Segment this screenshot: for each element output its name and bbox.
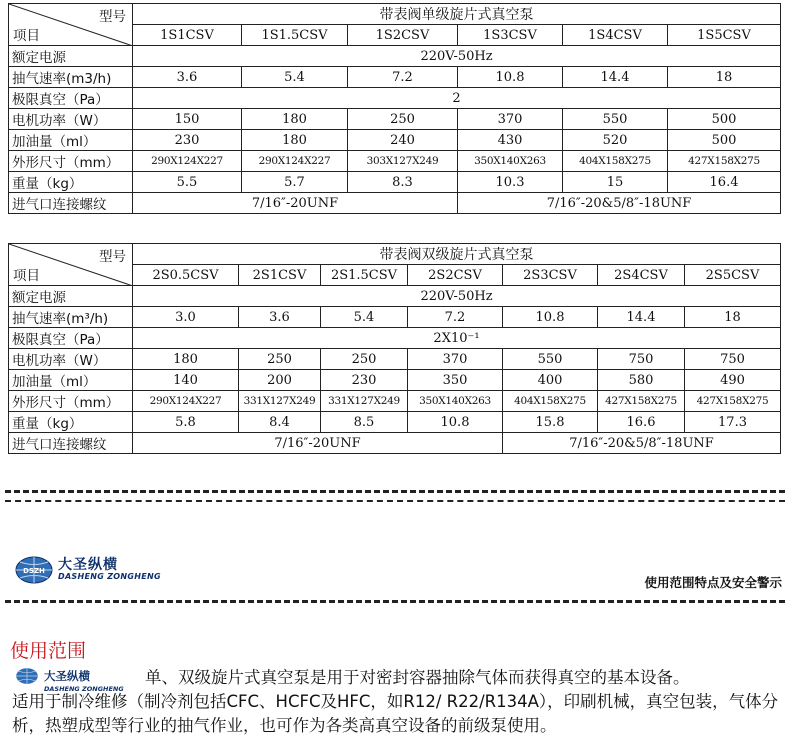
value-cell: 16.6 (598, 412, 685, 433)
table-row (9, 391, 781, 412)
value-cell: 580 (598, 370, 685, 391)
value-cell: 5.5 (133, 172, 242, 193)
row-label: 额定电源 (9, 46, 133, 67)
row-label: 进气口连接螺纹 (9, 193, 133, 214)
model-cell: 2S1.5CSV (321, 265, 408, 286)
model-cell: 2S2CSV (408, 265, 503, 286)
value-cell: 180 (242, 109, 348, 130)
row-label: 抽气速率(m3/h) (9, 67, 133, 88)
value-cell: 8.5 (321, 412, 408, 433)
value-cell: 290X124X227 (242, 151, 348, 172)
model-cell: 1S3CSV (458, 25, 563, 46)
thread-cell: 7/16″-20UNF (133, 433, 503, 454)
table-row (9, 172, 781, 193)
table-row (9, 244, 781, 265)
value-cell: 15.8 (503, 412, 598, 433)
value-cell: 5.7 (242, 172, 348, 193)
row-label: 重量（kg） (9, 172, 133, 193)
two-stage-spec-table (8, 243, 781, 454)
table-row (9, 370, 781, 391)
svg-text:DSZH: DSZH (23, 567, 45, 575)
row-label: 进气口连接螺纹 (9, 433, 133, 454)
value-cell: 490 (685, 370, 781, 391)
model-cell: 1S5CSV (668, 25, 781, 46)
value-cell: 350X140X263 (408, 391, 503, 412)
model-cell: 2S5CSV (685, 265, 781, 286)
model-cell: 2S1CSV (239, 265, 321, 286)
value-cell: 230 (133, 130, 242, 151)
table-row (9, 412, 781, 433)
value-cell: 290X124X227 (133, 151, 242, 172)
value-cell: 10.8 (503, 307, 598, 328)
value-cell: 8.4 (239, 412, 321, 433)
section-title: 使用范围 (10, 640, 87, 662)
model-cell: 1S4CSV (563, 25, 668, 46)
value-cell: 427X158X275 (668, 151, 781, 172)
table-row (9, 4, 781, 25)
value-cell: 520 (563, 130, 668, 151)
value-cell: 3.6 (239, 307, 321, 328)
thread-cell: 7/16″-20&5/8″-18UNF (458, 193, 781, 214)
row-label: 电机功率（W） (9, 349, 133, 370)
usage-paragraph (12, 666, 782, 738)
value-cell: 400 (503, 370, 598, 391)
value-cell: 200 (239, 370, 321, 391)
divider (5, 500, 785, 502)
value-cell: 350 (408, 370, 503, 391)
table-row (9, 349, 781, 370)
value-cell: 550 (503, 349, 598, 370)
value-cell: 10.3 (458, 172, 563, 193)
table-row (9, 433, 781, 454)
model-cell: 1S2CSV (348, 25, 458, 46)
row-label: 极限真空（Pa） (9, 88, 133, 109)
value-cell: 5.4 (242, 67, 348, 88)
row-label: 重量（kg） (9, 412, 133, 433)
value-cell: 250 (239, 349, 321, 370)
value-cell: 5.4 (321, 307, 408, 328)
row-label: 抽气速率(m³/h) (9, 307, 133, 328)
value-cell: 10.8 (408, 412, 503, 433)
value-cell: 14.4 (563, 67, 668, 88)
single-stage-spec-table (8, 3, 781, 214)
span-value-cell: 220V-50Hz (133, 286, 781, 307)
table-row (9, 46, 781, 67)
row-label: 额定电源 (9, 286, 133, 307)
row-label: 电机功率（W） (9, 109, 133, 130)
value-cell: 370 (458, 109, 563, 130)
value-cell: 750 (685, 349, 781, 370)
span-value-cell: 2X10⁻¹ (133, 328, 781, 349)
brand-logo (14, 553, 164, 587)
table-row (9, 307, 781, 328)
value-cell: 331X127X249 (239, 391, 321, 412)
value-cell: 550 (563, 109, 668, 130)
divider (5, 600, 785, 603)
value-cell: 500 (668, 109, 781, 130)
row-label: 加油量（ml） (9, 370, 133, 391)
inline-brand-logo (14, 666, 139, 693)
table-title: 带表阀单级旋片式真空泵 (133, 4, 781, 25)
value-cell: 250 (348, 109, 458, 130)
value-cell: 750 (598, 349, 685, 370)
table-row (9, 193, 781, 214)
value-cell: 140 (133, 370, 239, 391)
row-label: 外形尺寸（mm） (9, 151, 133, 172)
value-cell: 404X158X275 (563, 151, 668, 172)
table-row (9, 109, 781, 130)
value-cell: 240 (348, 130, 458, 151)
value-cell: 427X158X275 (598, 391, 685, 412)
value-cell: 7.2 (408, 307, 503, 328)
divider (5, 490, 785, 493)
table-row (9, 328, 781, 349)
corner-item-label: 项目 (13, 28, 40, 44)
table-row (9, 88, 781, 109)
table-row (9, 130, 781, 151)
value-cell: 404X158X275 (503, 391, 598, 412)
brand-name-en: DASHENG ZONGHENG (58, 572, 161, 581)
value-cell: 10.8 (458, 67, 563, 88)
value-cell: 17.3 (685, 412, 781, 433)
globe-logo-icon (14, 555, 54, 585)
value-cell: 230 (321, 370, 408, 391)
value-cell: 180 (242, 130, 348, 151)
value-cell: 5.8 (133, 412, 239, 433)
value-cell: 430 (458, 130, 563, 151)
globe-logo-icon (14, 667, 40, 685)
span-value-cell: 220V-50Hz (133, 46, 781, 67)
value-cell: 15 (563, 172, 668, 193)
table-row (9, 286, 781, 307)
row-label: 加油量（ml） (9, 130, 133, 151)
inline-brand-name-en: DASHENG ZONGHENG (44, 685, 124, 693)
value-cell: 3.0 (133, 307, 239, 328)
span-value-cell: 2 (133, 88, 781, 109)
value-cell: 500 (668, 130, 781, 151)
brand-name-cn: 大圣纵横 (58, 557, 118, 573)
value-cell: 350X140X263 (458, 151, 563, 172)
corner-item-label: 项目 (13, 268, 40, 284)
corner-header-cell (9, 4, 133, 46)
value-cell: 150 (133, 109, 242, 130)
value-cell: 14.4 (598, 307, 685, 328)
value-cell: 18 (668, 67, 781, 88)
value-cell: 8.3 (348, 172, 458, 193)
row-label: 外形尺寸（mm） (9, 391, 133, 412)
thread-cell: 7/16″-20UNF (133, 193, 458, 214)
table-row (9, 67, 781, 88)
thread-cell: 7/16″-20&5/8″-18UNF (503, 433, 781, 454)
value-cell: 427X158X275 (685, 391, 781, 412)
value-cell: 3.6 (133, 67, 242, 88)
corner-model-label: 型号 (99, 249, 126, 265)
table-row (9, 151, 781, 172)
paragraph-line-1: 单、双级旋片式真空泵是用于对密封容器抽除气体而获得真空的基本设备。 (145, 668, 690, 687)
paragraph-body: 适用于制冷维修（制冷剂包括CFC、HCFC及HFC，如R12/ R22/R134A），印刷机械，真空包装，气体分析，热塑成型等行业的抽气作业，也可作为各类高真空设备的前级泵使用。 (12, 692, 779, 735)
value-cell: 250 (321, 349, 408, 370)
value-cell: 303X127X249 (348, 151, 458, 172)
corner-header-cell (9, 244, 133, 286)
value-cell: 370 (408, 349, 503, 370)
row-label: 极限真空（Pa） (9, 328, 133, 349)
model-cell: 1S1CSV (133, 25, 242, 46)
value-cell: 331X127X249 (321, 391, 408, 412)
model-cell: 2S4CSV (598, 265, 685, 286)
value-cell: 180 (133, 349, 239, 370)
model-cell: 2S0.5CSV (133, 265, 239, 286)
value-cell: 16.4 (668, 172, 781, 193)
inline-brand-name-cn: 大圣纵横 (44, 669, 90, 683)
model-cell: 2S3CSV (503, 265, 598, 286)
header-caption: 使用范围特点及安全警示 (644, 575, 782, 590)
value-cell: 290X124X227 (133, 391, 239, 412)
value-cell: 7.2 (348, 67, 458, 88)
table-title: 带表阀双级旋片式真空泵 (133, 244, 781, 265)
corner-model-label: 型号 (99, 9, 126, 25)
value-cell: 18 (685, 307, 781, 328)
model-cell: 1S1.5CSV (242, 25, 348, 46)
